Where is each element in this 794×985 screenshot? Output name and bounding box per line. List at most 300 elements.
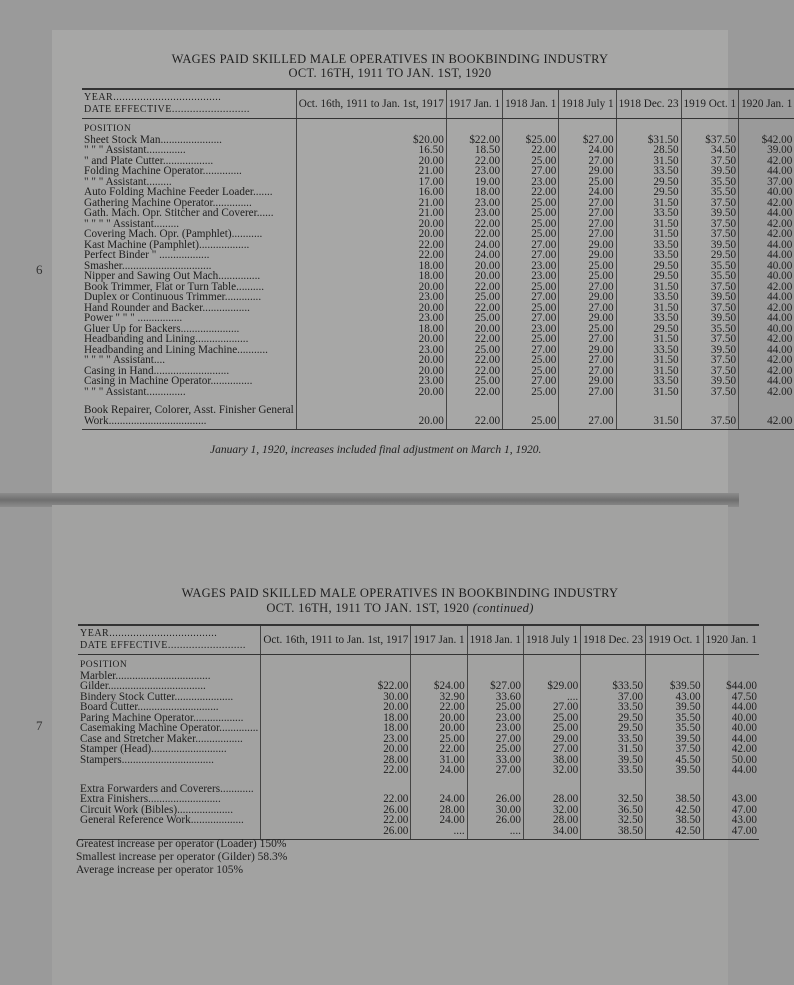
position-name: Kast Machine (Pamphlet)..................: [84, 238, 250, 251]
table2-subtitle-note: (continued): [472, 601, 534, 615]
wage-cell: 16.00: [296, 187, 446, 198]
wage-cell: 29.50: [616, 177, 681, 188]
wage-cell: 45.50: [646, 755, 704, 766]
wage-cell: 27.00: [559, 387, 616, 398]
table1-col-2: 1918 Jan. 1: [503, 89, 559, 119]
wage-cell: 19.00: [446, 177, 502, 188]
position-name: Casing in Machine Operator...............: [84, 375, 253, 387]
wage-cell: 20.00: [411, 723, 467, 734]
wage-cell: 28.00: [523, 794, 580, 805]
wage-cell: 29.00: [523, 734, 580, 745]
wage-cell: 25.00: [446, 376, 502, 387]
wage-cell: 20.00: [446, 324, 502, 335]
page-number-lower: 7: [36, 718, 43, 733]
wage-cell: 22.00: [503, 145, 559, 156]
wage-cell: 44.00: [703, 734, 759, 745]
wage-cell: [559, 397, 616, 416]
table2-subtitle: OCT. 16TH, 1911 TO JAN. 1ST, 1920: [266, 601, 470, 615]
position-name: Sheet Stock Man......................: [84, 133, 222, 146]
position-name: " and Plate Cutter..................: [84, 154, 214, 167]
wage-cell: 44.00: [739, 345, 794, 356]
wage-cell: 23.00: [503, 324, 559, 335]
table-row: [78, 723, 759, 734]
position-name: Gath. Mach. Opr. Stitcher and Coverer......: [84, 207, 274, 219]
wage-cell: 42.50: [646, 805, 704, 816]
table2-col-0: Oct. 16th, 1911 to Jan. 1st, 1917: [261, 625, 411, 655]
wage-cell: 50.00: [703, 755, 759, 766]
wage-cell: $27.00: [467, 681, 523, 692]
wage-cell: 22.00: [446, 229, 502, 240]
wage-cell: 38.00: [523, 755, 580, 766]
wage-cell: 33.00: [467, 755, 523, 766]
wage-cell: 31.50: [616, 387, 681, 398]
wage-cell: 44.00: [739, 208, 794, 219]
wage-cell: 25.00: [559, 271, 616, 282]
position-name: Board Cutter.............................: [80, 701, 219, 713]
table-row: [78, 815, 759, 826]
wage-cell: 23.00: [296, 313, 446, 324]
position-name: Hand Rounder and Backer.................: [84, 301, 250, 314]
table-row: [82, 355, 794, 366]
wage-cell: ....: [523, 692, 580, 703]
wage-cell: 29.00: [559, 292, 616, 303]
wage-cell: 42.00: [739, 156, 794, 167]
wage-cell: 22.00: [446, 416, 502, 430]
wage-cell: 37.00: [581, 692, 646, 703]
position-name: Power " " " ................: [84, 312, 183, 324]
wage-cell: 33.50: [616, 208, 681, 219]
table1-date-label: DATE EFFECTIVE..........................: [84, 104, 250, 115]
summary-smallest: Smallest increase per operator (Gilder) 58.3%: [76, 851, 288, 863]
wage-cell: 33.60: [467, 692, 523, 703]
wage-cell: 25.00: [503, 387, 559, 398]
wage-cell: 17.00: [296, 177, 446, 188]
wage-cell: 42.00: [739, 229, 794, 240]
wage-cell: 29.50: [616, 271, 681, 282]
position-name: Covering Mach. Opr. (Pamphlet)...........: [84, 228, 263, 240]
wage-cell: 44.00: [739, 240, 794, 251]
wage-cell: 37.50: [681, 334, 739, 345]
wage-cell: 25.00: [503, 366, 559, 377]
wage-cell: 23.00: [467, 723, 523, 734]
wage-cell: 35.50: [681, 324, 739, 335]
wage-cell: [446, 397, 502, 416]
wage-cell: 42.50: [646, 826, 704, 840]
wage-cell: 29.00: [559, 250, 616, 261]
wage-cell: 42.00: [739, 355, 794, 366]
wage-cell: 44.00: [739, 250, 794, 261]
wage-cell: 39.50: [646, 765, 704, 776]
position-name: Folding Machine Operator..............: [84, 165, 242, 177]
table-row: [78, 765, 759, 776]
wage-cell: 25.00: [523, 723, 580, 734]
table-row: [82, 187, 794, 198]
wage-cell: 22.00: [296, 240, 446, 251]
table2-col-2: 1918 Jan. 1: [467, 625, 523, 655]
wage-cell: 40.00: [739, 271, 794, 282]
wage-cell: 25.00: [467, 744, 523, 755]
wage-cell: 22.00: [446, 156, 502, 167]
wage-cell: 26.00: [261, 805, 411, 816]
position-name: " " " Assistant..............: [84, 144, 186, 156]
wage-cell: ....: [467, 826, 523, 840]
wage-cell: $27.00: [559, 135, 616, 146]
table-row: [82, 166, 794, 177]
wage-cell: $20.00: [296, 135, 446, 146]
wage-cell: 25.00: [446, 292, 502, 303]
wage-cell: 37.50: [681, 156, 739, 167]
wage-cell: 27.00: [559, 355, 616, 366]
wage-cell: 42.00: [739, 219, 794, 230]
wage-cell: 24.00: [411, 815, 467, 826]
wage-cell: 22.00: [261, 765, 411, 776]
table-row: [82, 313, 794, 324]
wage-cell: 27.00: [503, 345, 559, 356]
wage-cell: 37.50: [681, 355, 739, 366]
wage-cell: 27.00: [559, 156, 616, 167]
table-row: [78, 744, 759, 755]
wage-cell: 33.50: [616, 313, 681, 324]
table1-col-0: Oct. 16th, 1911 to Jan. 1st, 1917: [296, 89, 446, 119]
table2-col-1: 1917 Jan. 1: [411, 625, 467, 655]
table1-col-4: 1918 Dec. 23: [616, 89, 681, 119]
wage-cell: 34.50: [681, 145, 739, 156]
position-name: Duplex or Continuous Trimmer.............: [84, 291, 262, 303]
table-row: [78, 776, 759, 795]
wage-cell: 31.50: [616, 303, 681, 314]
wage-cell: 29.00: [559, 313, 616, 324]
wage-cell: 18.00: [296, 271, 446, 282]
wage-cell: 18.00: [296, 261, 446, 272]
wage-cell: 29.50: [681, 250, 739, 261]
wage-cell: $22.00: [261, 681, 411, 692]
wage-cell: 33.50: [581, 765, 646, 776]
wage-cell: 33.50: [616, 376, 681, 387]
wage-cell: 40.00: [703, 723, 759, 734]
wage-cell: 42.00: [703, 744, 759, 755]
wage-cell: 25.00: [446, 345, 502, 356]
wage-cell: 20.00: [296, 334, 446, 345]
table-row: [82, 292, 794, 303]
wage-cell: 28.00: [411, 805, 467, 816]
position-name: Extra Forwarders and Coverers............: [80, 782, 254, 795]
wage-cell: 27.00: [559, 303, 616, 314]
position-name: General Reference Work...................: [80, 814, 244, 826]
wage-cell: 33.50: [616, 240, 681, 251]
page-number-upper: 6: [36, 262, 43, 277]
wage-cell: 32.50: [581, 815, 646, 826]
wage-cell: 20.00: [446, 271, 502, 282]
wage-cell: 21.00: [296, 208, 446, 219]
wage-cell: 18.50: [446, 145, 502, 156]
wage-cell: 31.50: [616, 156, 681, 167]
wage-cell: 20.00: [261, 702, 411, 713]
wage-cell: 24.00: [446, 250, 502, 261]
wage-cell: $31.50: [616, 135, 681, 146]
wage-cell: 22.00: [261, 815, 411, 826]
table2-col-6: 1920 Jan. 1: [703, 625, 759, 655]
wage-cell: 18.00: [261, 723, 411, 734]
wage-cell: 34.00: [523, 826, 580, 840]
wage-cell: 38.50: [581, 826, 646, 840]
wage-cell: 27.00: [467, 765, 523, 776]
wage-cell: 33.50: [616, 166, 681, 177]
wage-cell: 16.50: [296, 145, 446, 156]
wage-cell: 35.50: [681, 271, 739, 282]
position-name: Work...................................: [82, 416, 296, 430]
wage-cell: 25.00: [503, 355, 559, 366]
wage-cell: 42.00: [739, 387, 794, 398]
wage-cell: 22.00: [296, 250, 446, 261]
wage-cell: 26.00: [467, 794, 523, 805]
wage-cell: 38.50: [646, 794, 704, 805]
wage-cell: 33.50: [616, 292, 681, 303]
wage-cell: 44.00: [739, 313, 794, 324]
wage-cell: 20.00: [296, 303, 446, 314]
table1-col-6: 1920 Jan. 1: [739, 89, 794, 119]
wage-cell: 27.00: [503, 250, 559, 261]
table1-col-1: 1917 Jan. 1: [446, 89, 502, 119]
wage-cell: 24.00: [411, 765, 467, 776]
position-name: Smasher................................: [84, 259, 212, 272]
wage-cell: 29.50: [616, 187, 681, 198]
wage-cell: 29.50: [616, 324, 681, 335]
position-name: Gilder...................................: [80, 680, 206, 692]
wage-cell: 43.00: [646, 692, 704, 703]
position-name: Auto Folding Machine Feeder Loader.......: [84, 186, 273, 198]
wage-cell: 23.00: [446, 208, 502, 219]
wage-cell: 25.00: [503, 156, 559, 167]
wage-cell: $33.50: [581, 681, 646, 692]
wage-cell: 29.50: [581, 713, 646, 724]
wage-cell: 23.00: [296, 292, 446, 303]
wage-cell: $22.00: [446, 135, 502, 146]
wage-cell: 25.00: [503, 229, 559, 240]
wage-cell: 25.00: [503, 198, 559, 209]
wage-cell: 33.50: [616, 250, 681, 261]
position-name: Bindery Stock Cutter.....................: [80, 690, 234, 703]
wage-cell: 23.00: [467, 713, 523, 724]
wage-cell: [646, 776, 704, 795]
wage-cell: $24.00: [411, 681, 467, 692]
wage-cell: 31.50: [616, 219, 681, 230]
wage-cell: 27.00: [503, 240, 559, 251]
wage-cell: 18.00: [261, 713, 411, 724]
wage-cell: 33.50: [616, 345, 681, 356]
wage-cell: 42.00: [739, 366, 794, 377]
wage-cell: 31.50: [616, 229, 681, 240]
wage-cell: 25.00: [523, 713, 580, 724]
wage-cell: 23.00: [296, 376, 446, 387]
table1: [82, 88, 794, 430]
wage-cell: 25.00: [503, 334, 559, 345]
table2-title: WAGES PAID SKILLED MALE OPERATIVES IN BOOKBINDING INDUSTRY: [181, 586, 619, 600]
wage-cell: 31.50: [616, 355, 681, 366]
wage-cell: 42.00: [739, 416, 794, 430]
position-name: Nipper and Sawing Out Mach...............: [84, 270, 261, 282]
wage-cell: 25.00: [446, 313, 502, 324]
wage-cell: 43.00: [703, 815, 759, 826]
table1-footnote: January 1, 1920, increases included final adjustment on March 1, 1920.: [210, 444, 542, 456]
wage-cell: 26.00: [261, 826, 411, 840]
wage-cell: 24.00: [559, 145, 616, 156]
wage-cell: 25.00: [467, 702, 523, 713]
position-name: Circuit Work (Bibles)....................: [80, 803, 234, 816]
wage-cell: 24.00: [411, 794, 467, 805]
wage-cell: 37.50: [681, 198, 739, 209]
table2-col-3: 1918 July 1: [523, 625, 580, 655]
position-name: Book Repairer, Colorer, Asst. Finisher General: [84, 404, 294, 416]
wage-cell: 39.50: [681, 208, 739, 219]
position-name: Extra Finishers..........................: [80, 793, 221, 805]
wage-cell: 29.00: [559, 376, 616, 387]
wage-cell: 20.00: [296, 355, 446, 366]
table-row: [78, 681, 759, 692]
wage-cell: 42.00: [739, 303, 794, 314]
table1-subtitle: OCT. 16TH, 1911 TO JAN. 1ST, 1920: [288, 66, 492, 80]
position-name: " " " " Assistant....: [84, 354, 166, 366]
wage-cell: 27.00: [559, 229, 616, 240]
wage-cell: 31.00: [411, 755, 467, 766]
wage-cell: 23.00: [296, 345, 446, 356]
wage-cell: 39.50: [681, 313, 739, 324]
position-name: Perfect Binder " ..................: [84, 249, 210, 261]
wage-cell: 20.00: [296, 416, 446, 430]
wage-cell: 47.00: [703, 805, 759, 816]
wage-cell: 35.50: [646, 723, 704, 734]
position-name: " " " Assistant..............: [84, 385, 186, 398]
wage-cell: 39.50: [681, 240, 739, 251]
wage-cell: 47.50: [703, 692, 759, 703]
position-name: Casing in Hand...........................: [84, 364, 230, 377]
wage-cell: 36.50: [581, 805, 646, 816]
wage-cell: 22.00: [446, 282, 502, 293]
position-name: Stampers.................................: [80, 753, 214, 766]
wage-cell: 25.00: [503, 208, 559, 219]
wage-cell: [261, 776, 411, 795]
wage-cell: 21.00: [296, 198, 446, 209]
wage-cell: [703, 776, 759, 795]
wage-cell: 39.50: [646, 702, 704, 713]
wage-cell: 37.50: [681, 229, 739, 240]
wage-cell: 42.00: [739, 282, 794, 293]
wage-cell: 25.00: [559, 177, 616, 188]
wage-cell: 35.50: [681, 177, 739, 188]
wage-cell: 25.00: [559, 261, 616, 272]
wage-cell: 29.50: [616, 261, 681, 272]
wage-cell: 25.00: [503, 219, 559, 230]
wage-cell: 25.00: [411, 734, 467, 745]
table-row: [78, 755, 759, 766]
wage-cell: 20.00: [296, 219, 446, 230]
wage-cell: 24.00: [559, 187, 616, 198]
wage-cell: $39.50: [646, 681, 704, 692]
position-name: Gathering Machine Operator..............: [84, 196, 252, 209]
wage-cell: 31.50: [616, 416, 681, 430]
wage-cell: [467, 776, 523, 795]
wage-cell: 31.50: [616, 366, 681, 377]
wage-cell: 28.00: [523, 815, 580, 826]
table2-section-label: POSITION: [80, 660, 128, 670]
wage-cell: 27.00: [503, 313, 559, 324]
table2: [78, 624, 759, 840]
wage-cell: 44.00: [703, 702, 759, 713]
wage-cell: 18.00: [446, 187, 502, 198]
wage-cell: 27.00: [467, 734, 523, 745]
table-row: [82, 145, 794, 156]
position-name: Gluer Up for Backers.....................: [84, 322, 240, 335]
wage-cell: 20.00: [261, 744, 411, 755]
position-name: Book Trimmer, Flat or Turn Table..........: [84, 280, 265, 293]
wage-cell: 40.00: [739, 261, 794, 272]
wage-cell: 31.50: [616, 282, 681, 293]
wage-cell: 33.50: [581, 734, 646, 745]
wage-cell: 39.50: [581, 755, 646, 766]
wage-cell: 32.00: [523, 765, 580, 776]
wage-cell: 20.00: [296, 387, 446, 398]
wage-cell: $42.00: [739, 135, 794, 146]
position-name: Paring Machine Operator..................: [80, 711, 244, 724]
table2-year-label: YEAR....................................: [80, 628, 218, 639]
wage-cell: 22.00: [446, 303, 502, 314]
wage-cell: 44.00: [739, 376, 794, 387]
table-row: [82, 229, 794, 240]
wage-cell: 42.00: [739, 334, 794, 345]
wage-cell: 24.00: [446, 240, 502, 251]
wage-cell: 29.00: [559, 166, 616, 177]
wage-cell: 22.00: [411, 702, 467, 713]
wage-cell: [523, 776, 580, 795]
wage-cell: [681, 397, 739, 416]
table-row: [82, 271, 794, 282]
table-row: [82, 250, 794, 261]
table2-date-label: DATE EFFECTIVE..........................: [80, 640, 246, 651]
table1-year-label: YEAR....................................: [84, 92, 222, 103]
wage-cell: 37.50: [681, 387, 739, 398]
wage-cell: 35.50: [681, 187, 739, 198]
wage-cell: 38.50: [646, 815, 704, 826]
wage-cell: 47.00: [703, 826, 759, 840]
wage-cell: 29.50: [581, 723, 646, 734]
table2-col-4: 1918 Dec. 23: [581, 625, 646, 655]
wage-cell: 44.00: [739, 292, 794, 303]
table1-col-3: 1918 July 1: [559, 89, 616, 119]
table-row: [82, 397, 794, 416]
wage-cell: 37.50: [646, 744, 704, 755]
wage-cell: 44.00: [703, 765, 759, 776]
wage-cell: 28.00: [261, 755, 411, 766]
wage-cell: [503, 397, 559, 416]
wage-cell: 23.00: [261, 734, 411, 745]
wage-cell: 23.00: [503, 261, 559, 272]
wage-cell: 23.00: [446, 166, 502, 177]
position-name: Stamper (Head)...........................: [80, 743, 227, 755]
wage-cell: 32.00: [523, 805, 580, 816]
wage-cell: 37.50: [681, 282, 739, 293]
position-name: " " " " Assistant.........: [84, 217, 180, 230]
wage-cell: $25.00: [503, 135, 559, 146]
wage-cell: 28.50: [616, 145, 681, 156]
wage-cell: 22.00: [261, 794, 411, 805]
wage-cell: [411, 776, 467, 795]
wage-cell: 22.00: [446, 366, 502, 377]
wage-cell: 22.00: [446, 219, 502, 230]
position-name: " " " Assistant.........: [84, 175, 172, 188]
wage-cell: 20.00: [296, 282, 446, 293]
wage-cell: 32.50: [581, 794, 646, 805]
wage-cell: 25.00: [503, 416, 559, 430]
wage-cell: 31.50: [581, 744, 646, 755]
